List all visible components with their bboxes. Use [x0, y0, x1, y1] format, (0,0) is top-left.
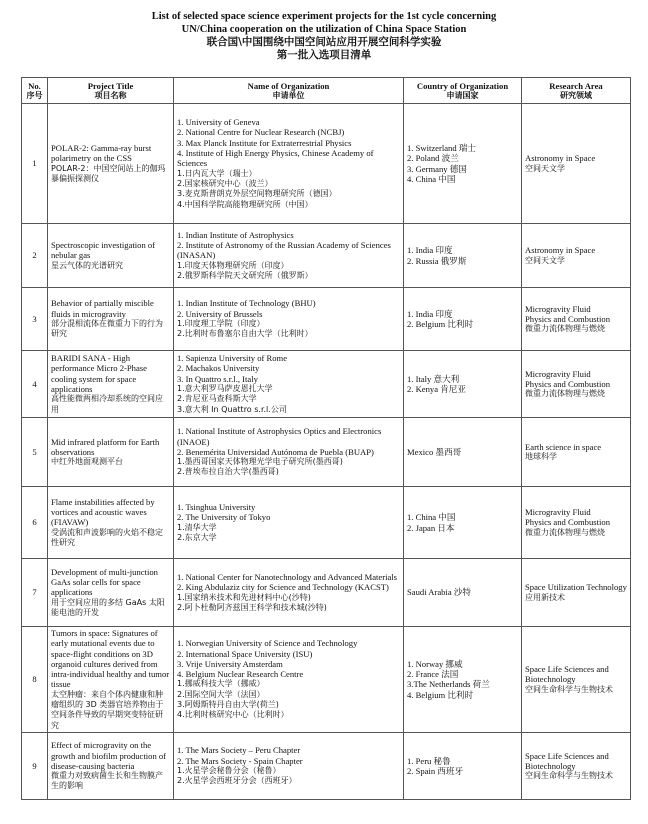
project-title-en: Mid infrared platform for Earth observations	[51, 436, 160, 457]
research-area-cell	[522, 288, 631, 351]
organization-item: 2.国家核研究中心（波兰）	[177, 178, 273, 188]
organization-item: 2.肯尼亚马查科斯大学	[177, 394, 257, 404]
organization-item: 2. University of Brussels	[177, 308, 263, 319]
project-title-en: Spectroscopic investigation of nebular gas	[51, 240, 156, 261]
table-row	[22, 732, 631, 799]
project-title-en: Tumors in space: Signatures of early mutational events due to space-flight conditions on 3D organoid cultures derived from intra-individual healthy and tumor tissue	[51, 628, 170, 690]
organization-item: 2. National Centre for Nuclear Research (NCBJ)	[177, 127, 345, 138]
organization-item: 1.印度理工学院（印度）	[177, 319, 265, 328]
projects-table	[21, 77, 631, 800]
research-area-item: Physics and Combustion	[525, 313, 610, 324]
country-item: 2. Kenya 肯尼亚	[407, 384, 466, 394]
research-area-cell	[522, 559, 631, 627]
row-number: 5	[22, 418, 48, 487]
organization-item: 1. Sapienza University of Rome	[177, 353, 288, 364]
research-area-item: Astronomy in Space	[525, 153, 596, 164]
research-area-item: Microgravity Fluid	[525, 368, 591, 379]
project-title-en: Effect of microgravity on the growth and biofilm production of disease-causing bacteria	[51, 740, 167, 771]
organization-cell	[174, 487, 404, 559]
table-row	[22, 351, 631, 418]
country-item: 3. Germany 德国	[407, 163, 467, 174]
research-area-item: Microgravity Fluid	[525, 303, 591, 314]
row-number: 1	[22, 104, 48, 224]
organization-item: 2.普埃布拉自治大学(墨西哥)	[177, 467, 279, 477]
research-area-cell	[522, 732, 631, 799]
country-item: 2. Japan 日本	[407, 522, 455, 533]
country-item: 4. China 中国	[407, 173, 456, 184]
research-area-item: 微重力流体物理与燃烧	[525, 389, 605, 399]
organization-item: 1. National Institute of Astrophysics Optics and Electronics (INAOE)	[177, 426, 382, 447]
project-title-en: Development of multi-junction GaAs solar cells for space applications	[51, 566, 158, 598]
research-area-item: 空间天文学	[525, 255, 565, 265]
country-cell	[404, 288, 522, 351]
country-item: 1. Peru 秘鲁	[407, 755, 451, 766]
header-research-area: Research Area 研究领域	[522, 78, 631, 104]
research-area-item: 应用新技术	[525, 592, 565, 602]
organization-item: 1. National Center for Nanotechnology and Advanced Materials	[177, 571, 398, 582]
project-title-cell	[48, 104, 174, 224]
research-area-item: Microgravity Fluid	[525, 507, 591, 518]
research-area-item: Space Utilization Technology	[525, 582, 627, 593]
organization-cell	[174, 732, 404, 799]
organization-item: 1.挪威科技大学（挪威）	[177, 679, 265, 689]
organization-item: 4. Institute of High Energy Physics, Chinese Academy of Sciences	[177, 148, 374, 169]
country-item: 1. India 印度	[407, 245, 453, 256]
header-project-title: Project Title 项目名称	[48, 78, 174, 104]
country-cell	[404, 351, 522, 418]
research-area-item: 地球科学	[525, 452, 557, 461]
country-item: Mexico 墨西哥	[407, 446, 462, 457]
organization-item: 2. King Abdulaziz city for Science and Technology (KACST)	[177, 582, 389, 593]
project-title-cell	[48, 487, 174, 559]
organization-cell	[174, 104, 404, 224]
research-area-item: 空间生命科学与生物技术	[525, 684, 613, 694]
country-cell	[404, 627, 522, 733]
organization-item: 1.意大利罗马萨皮恩扎大学	[177, 384, 273, 393]
project-title-zh: 中红外地面观测平台	[51, 457, 123, 467]
project-title-zh: 微重力对致病菌生长和生物膜产生的影响	[51, 771, 163, 791]
organization-item: 2.俄罗斯科学院天文研究所（俄罗斯）	[177, 270, 313, 280]
organization-item: 3.阿姆斯特丹自由大学(荷兰)	[177, 700, 279, 710]
project-title-cell	[48, 627, 174, 733]
organization-item: 1. Norwegian University of Science and Technology	[177, 638, 358, 649]
project-title-zh: POLAR-2：中国空间站上的伽玛暴偏振探测仪	[51, 163, 166, 183]
research-area-item: Space Life Sciences and Biotechnology	[525, 664, 609, 685]
research-area-item: Physics and Combustion	[525, 378, 610, 389]
country-item: 2. France 法国	[407, 669, 459, 680]
organization-item: 2.比利时布鲁塞尔自由大学（比利时）	[177, 329, 313, 339]
table-row	[22, 559, 631, 627]
organization-item: 2.国际空间大学（法国）	[177, 689, 265, 699]
project-title-zh: 太空肿瘤：来自个体内健康和肿瘤组织的 3D 类器官培养物由于空间条件导致的早期突变特征研究	[51, 689, 164, 730]
organization-item: 1. Indian Institute of Technology (BHU)	[177, 298, 316, 309]
research-area-item: 空间生命科学与生物技术	[525, 771, 613, 781]
research-area-cell	[522, 487, 631, 559]
row-number: 2	[22, 224, 48, 288]
organization-cell	[174, 559, 404, 627]
organization-item: 1. Tsinghua University	[177, 501, 256, 512]
organization-item: 3. In Quattro s.r.l., Italy	[177, 373, 258, 384]
table-row	[22, 224, 631, 288]
research-area-cell	[522, 104, 631, 224]
country-item: 1. Italy 意大利	[407, 373, 460, 384]
research-area-item: 空间天文学	[525, 163, 565, 173]
organization-cell	[174, 351, 404, 418]
country-item: 1. China 中国	[407, 512, 456, 523]
table-row	[22, 487, 631, 559]
row-number: 4	[22, 351, 48, 418]
project-title-cell	[48, 288, 174, 351]
research-area-item: Space Life Sciences and Biotechnology	[525, 750, 609, 771]
row-number: 6	[22, 487, 48, 559]
organization-item: 1.印度天体物理研究所（印度）	[177, 260, 289, 270]
organization-item: 1.清华大学	[177, 522, 217, 532]
country-item: Saudi Arabia 沙特	[407, 587, 471, 598]
organization-item: 2. Benemérita Universidad Autónoma de Puebla (BUAP)	[177, 446, 374, 457]
research-area-cell	[522, 351, 631, 418]
research-area-item: Earth science in space	[525, 441, 602, 452]
title-line-3-zh: 联合国\中国围绕中国空间站应用开展空间科学实验	[206, 36, 442, 48]
country-item: 2. Belgium 比利时	[407, 319, 474, 329]
organization-item: 3.麦克斯普朗克外层空间物理研究所（德国）	[177, 189, 337, 199]
title-line-1: List of selected space science experiment projects for the 1st cycle concerning	[151, 11, 497, 22]
organization-item: 2. International Space University (ISU)	[177, 648, 313, 659]
organization-item: 3. Max Planck Institute for Extraterrestrial Physics	[177, 137, 352, 148]
project-title-cell	[48, 559, 174, 627]
organization-item: 4.中国科学院高能物理研究所（中国）	[177, 199, 313, 209]
country-item: 1. India 印度	[407, 308, 453, 319]
organization-item: 2.阿卜杜勒阿齐兹国王科学和技术城(沙特)	[177, 602, 327, 612]
organization-cell	[174, 288, 404, 351]
project-title-en: Behavior of partially miscible fluids in microgravity	[51, 298, 154, 319]
research-area-item: Astronomy in Space	[525, 245, 596, 256]
country-cell	[404, 418, 522, 487]
country-item: 1. Norway 挪威	[407, 658, 463, 669]
organization-item: 2. Machakos University	[177, 363, 260, 374]
country-cell	[404, 487, 522, 559]
organization-item: 1.墨西哥国家天体物理光学电子研究所(墨西哥)	[177, 457, 343, 467]
country-cell	[404, 224, 522, 288]
organization-item: 2. The University of Tokyo	[177, 512, 271, 523]
project-title-zh: 部分混相流体在微重力下的行为研究	[51, 319, 163, 339]
country-item: 2. Spain 西班牙	[407, 765, 464, 776]
research-area-cell	[522, 224, 631, 288]
organization-item: 4. Belgium Nuclear Research Centre	[177, 669, 304, 680]
country-cell	[404, 104, 522, 224]
organization-item: 1. University of Geneva	[177, 117, 260, 128]
table-header-row	[22, 78, 631, 104]
project-title-en: BARIDI SANA - High performance Micro 2-Phase cooling system for space applications	[51, 353, 147, 394]
row-number: 8	[22, 627, 48, 733]
document-title	[0, 10, 648, 62]
organization-item: 1. The Mars Society – Peru Chapter	[177, 745, 301, 756]
country-item: 1. Switzerland 瑞士	[407, 142, 476, 153]
table-row	[22, 627, 631, 733]
research-area-cell	[522, 418, 631, 487]
project-title-cell	[48, 351, 174, 418]
table-row	[22, 418, 631, 487]
organization-item: 1.国家纳米技术和先进材料中心(沙特)	[177, 592, 311, 602]
row-number: 9	[22, 732, 48, 799]
country-item: 2. Russia 俄罗斯	[407, 255, 467, 266]
organization-item: 1.日内瓦大学（瑞士）	[177, 168, 257, 178]
research-area-item: Physics and Combustion	[525, 517, 610, 528]
research-area-item: 微重力流体物理与燃烧	[525, 324, 605, 334]
project-title-cell	[48, 732, 174, 799]
project-title-en: Flame instabilities affected by vortices and acoustic waves (FIAVAW)	[51, 496, 155, 528]
organization-item: 2. The Mars Society - Spain Chapter	[177, 755, 303, 766]
project-title-cell	[48, 418, 174, 487]
title-line-2: UN/China cooperation on the utilization of China Space Station	[181, 24, 467, 35]
title-line-4-zh: 第一批入选项目清单	[276, 49, 372, 61]
organization-item: 2. Institute of Astronomy of the Russian Academy of Sciences (INASAN)	[177, 240, 391, 261]
organization-item: 3. Vrije University Amsterdam	[177, 658, 283, 669]
header-country: Country of Organization 申请国家	[404, 78, 522, 104]
table-row	[22, 288, 631, 351]
organization-item: 1. Indian Institute of Astrophysics	[177, 229, 294, 240]
organization-item: 2.火星学会西班牙分会（西班牙）	[177, 776, 297, 786]
organization-item: 4.比利时核研究中心（比利时）	[177, 710, 289, 720]
header-no: No. 序号	[22, 78, 48, 104]
project-title-zh: 高性能微两相冷却系统的空间应用	[51, 394, 163, 414]
organization-cell	[174, 224, 404, 288]
table-row	[22, 104, 631, 224]
project-title-zh: 星云气体的光谱研究	[51, 260, 123, 270]
row-number: 3	[22, 288, 48, 351]
country-item: 2. Poland 波兰	[407, 153, 459, 164]
project-title-cell	[48, 224, 174, 288]
research-area-cell	[522, 627, 631, 733]
table-body	[22, 104, 631, 800]
organization-item: 3.意大利 In Quattro s.r.l.公司	[177, 404, 287, 414]
country-item: 3.The Netherlands 荷兰	[407, 679, 490, 690]
research-area-item: 微重力流体物理与燃烧	[525, 527, 605, 537]
header-organization: Name of Organization 申请单位	[174, 78, 404, 104]
country-cell	[404, 559, 522, 627]
country-cell	[404, 732, 522, 799]
organization-cell	[174, 627, 404, 733]
country-item: 4. Belgium 比利时	[407, 689, 474, 700]
project-title-zh: 受涡流和声波影响的火焰不稳定性研究	[51, 527, 163, 547]
organization-item: 1.火星学会秘鲁分会（秘鲁）	[177, 765, 281, 775]
row-number: 7	[22, 559, 48, 627]
organization-item: 2.东京大学	[177, 532, 217, 542]
organization-cell	[174, 418, 404, 487]
project-title-zh: 用于空间应用的多结 GaAs 太阳能电池的开发	[51, 597, 165, 617]
project-title-en: POLAR-2: Gamma-ray burst polarimetry on the CSS	[51, 142, 152, 164]
